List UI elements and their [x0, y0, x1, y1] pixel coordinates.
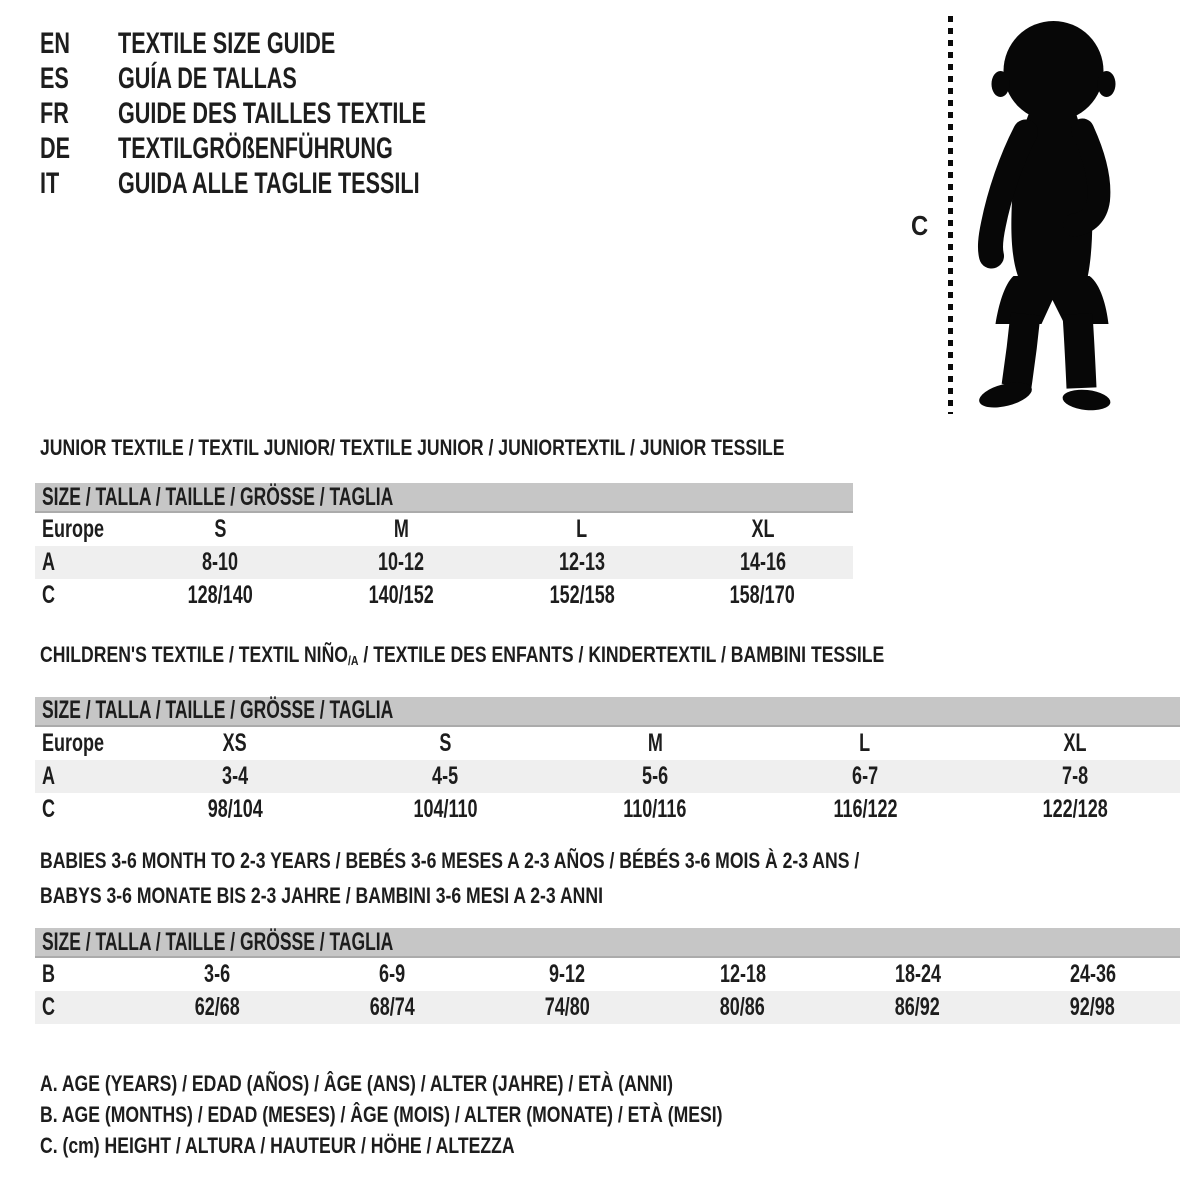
section-title-children: [40, 640, 1180, 675]
size-cell: [492, 515, 673, 544]
size-cell: [130, 993, 305, 1022]
size-value: M: [393, 515, 409, 543]
language-title-cell: [118, 132, 500, 166]
size-value: 158/170: [730, 581, 796, 609]
size-cell: [970, 795, 1180, 824]
legend-line: [40, 1068, 893, 1099]
row-label-cell: [35, 515, 130, 544]
section-title-text: [40, 843, 859, 913]
language-row: [40, 131, 546, 166]
size-value: 10-12: [378, 548, 425, 576]
legend-text: B. AGE (MONTHS) / EDAD (MESES) / ÂGE (MOIS) / ALTER (MONATE) / ETÀ (MESI): [40, 1102, 723, 1127]
size-cell: [550, 795, 760, 824]
language-title-cell: [118, 97, 546, 131]
legend-text: C. (cm) HEIGHT / ALTURA / HAUTEUR / HÖHE / ALTEZZA: [40, 1133, 515, 1158]
section-title-text: [40, 640, 884, 675]
language-list: [40, 26, 546, 201]
size-cell: [130, 729, 340, 758]
language-code-cell: [40, 62, 118, 96]
size-cell: [1005, 960, 1180, 989]
row-label-cell: [35, 729, 130, 758]
size-cell: [830, 993, 1005, 1022]
size-value: S: [214, 515, 227, 543]
size-cell: [340, 795, 550, 824]
size-value: 104/110: [412, 794, 478, 823]
row-label-cell: [35, 960, 130, 989]
size-value: 68/74: [369, 993, 416, 1021]
language-title: GUIDA ALLE TAGLIE TESSILI: [118, 166, 420, 200]
size-value: 128/140: [187, 581, 253, 609]
size-cell: [340, 762, 550, 791]
size-value: XL: [751, 515, 775, 543]
title-part: /A: [347, 652, 359, 668]
size-cell: [760, 795, 970, 824]
size-cell: [130, 515, 311, 544]
row-label: C: [42, 993, 56, 1021]
size-cell: [480, 993, 655, 1022]
size-value: 9-12: [549, 960, 586, 988]
size-header-text: SIZE / TALLA / TAILLE / GRÖSSE / TAGLIA: [42, 927, 394, 956]
title-part: BABIES 3-6 MONTH TO 2-3 YEARS / BEBÉS 3-6 MESES A 2-3 AÑOS / BÉBÉS 3-6 MOIS À 2-3 ANS /: [40, 848, 860, 873]
size-value: XS: [222, 728, 248, 757]
row-label: C: [42, 794, 56, 823]
size-table: [35, 958, 1180, 1024]
size-value: 7-8: [1061, 761, 1089, 790]
legend: [40, 1068, 893, 1161]
size-cell: [760, 729, 970, 758]
title-part: / TEXTILE DES ENFANTS / KINDERTEXTIL / BAMBINI TESSILE: [358, 642, 885, 667]
size-cell: [830, 960, 1005, 989]
size-value: 24-36: [1069, 960, 1116, 988]
size-table: [35, 727, 1180, 826]
row-label-cell: [35, 993, 130, 1022]
language-title: TEXTILGRÖßENFÜHRUNG: [118, 131, 393, 165]
language-row: [40, 166, 546, 201]
row-label: A: [42, 548, 56, 576]
section-children: [35, 640, 1180, 826]
size-value: 74/80: [544, 993, 591, 1021]
row-label: B: [42, 960, 56, 988]
size-header-bar: [35, 697, 1180, 727]
table-row: [35, 760, 1180, 793]
toddler-silhouette-icon: [963, 14, 1143, 419]
legend-line: [40, 1130, 893, 1161]
language-code: ES: [40, 61, 69, 95]
title-part: BABYS 3-6 MONATE BIS 2-3 JAHRE / BAMBINI 3-6 MESI A 2-3 ANNI: [40, 883, 603, 908]
size-value: 62/68: [194, 993, 241, 1021]
title-part: JUNIOR TEXTILE / TEXTIL JUNIOR/ TEXTILE JUNIOR / JUNIORTEXTIL / JUNIOR TESSILE: [40, 435, 785, 460]
table-row: [35, 579, 853, 612]
size-value: M: [647, 728, 663, 757]
section-junior: [35, 433, 853, 612]
language-title-cell: [118, 62, 366, 96]
size-value: 8-10: [202, 548, 239, 576]
size-header-bar: [35, 928, 1180, 958]
language-code: DE: [40, 131, 71, 165]
size-cell: [655, 960, 830, 989]
size-value: 80/86: [719, 993, 766, 1021]
size-cell: [340, 729, 550, 758]
language-code-cell: [40, 27, 118, 61]
size-value: 4-5: [431, 761, 459, 790]
size-header-text: SIZE / TALLA / TAILLE / GRÖSSE / TAGLIA: [42, 696, 394, 725]
row-label-cell: [35, 581, 130, 610]
size-header-bar: [35, 483, 853, 513]
language-row: [40, 26, 546, 61]
size-cell: [672, 581, 853, 610]
size-cell: [970, 762, 1180, 791]
language-title: GUÍA DE TALLAS: [118, 61, 297, 95]
size-value: 122/128: [1042, 794, 1108, 823]
size-header-text: SIZE / TALLA / TAILLE / GRÖSSE / TAGLIA: [42, 482, 394, 511]
height-measure-text: C: [911, 210, 929, 241]
size-cell: [672, 515, 853, 544]
table-row: [35, 727, 1180, 760]
language-code-cell: [40, 132, 118, 166]
size-cell: [311, 548, 492, 577]
legend-text: A. AGE (YEARS) / EDAD (AÑOS) / ÂGE (ANS) / ALTER (JAHRE) / ETÀ (ANNI): [40, 1071, 673, 1096]
size-cell: [130, 960, 305, 989]
section-babies: [35, 843, 1180, 1024]
row-label: Europe: [42, 515, 105, 543]
size-value: 5-6: [641, 761, 669, 790]
size-value: 110/116: [623, 794, 687, 823]
size-value: S: [438, 728, 452, 757]
language-code-cell: [40, 167, 118, 201]
height-measure-line: [948, 16, 953, 414]
size-cell: [130, 581, 311, 610]
size-cell: [492, 581, 673, 610]
row-label-cell: [35, 762, 130, 791]
size-value: 6-9: [379, 960, 406, 988]
size-cell: [130, 762, 340, 791]
size-cell: [970, 729, 1180, 758]
language-code: IT: [40, 166, 60, 200]
table-row: [35, 793, 1180, 826]
size-value: 12-13: [558, 548, 605, 576]
height-measure-label: [911, 210, 931, 242]
language-title-cell: [118, 27, 420, 61]
size-value: 98/104: [207, 794, 263, 823]
size-value: L: [859, 728, 871, 757]
row-label-cell: [35, 548, 130, 577]
section-title-babies: [40, 843, 1180, 913]
size-cell: [550, 762, 760, 791]
size-cell: [311, 515, 492, 544]
size-cell: [672, 548, 853, 577]
row-label: Europe: [42, 728, 105, 757]
row-label: C: [42, 581, 56, 609]
size-value: 116/122: [832, 794, 898, 823]
title-part: CHILDREN'S TEXTILE / TEXTIL NIÑO: [40, 642, 348, 667]
table-row: [35, 991, 1180, 1024]
language-title: TEXTILE SIZE GUIDE: [118, 26, 336, 60]
size-cell: [1005, 993, 1180, 1022]
size-value: 3-6: [204, 960, 231, 988]
language-code: FR: [40, 96, 69, 130]
size-cell: [760, 762, 970, 791]
size-value: L: [576, 515, 588, 543]
figure-height: [905, 14, 1165, 424]
size-value: 6-7: [851, 761, 879, 790]
section-title-junior: [40, 433, 853, 462]
size-table: [35, 513, 853, 612]
size-value: 152/158: [549, 581, 615, 609]
size-cell: [480, 960, 655, 989]
size-cell: [305, 993, 480, 1022]
size-cell: [130, 548, 311, 577]
row-label: A: [42, 761, 56, 790]
size-value: 140/152: [368, 581, 434, 609]
table-row: [35, 546, 853, 579]
table-row: [35, 958, 1180, 991]
size-value: 3-4: [221, 761, 249, 790]
size-value: 12-18: [719, 960, 766, 988]
size-value: 14-16: [739, 548, 786, 576]
size-cell: [550, 729, 760, 758]
size-value: 86/92: [894, 993, 941, 1021]
language-row: [40, 61, 546, 96]
language-title-cell: [118, 167, 537, 201]
size-cell: [655, 993, 830, 1022]
table-row: [35, 513, 853, 546]
legend-line: [40, 1099, 893, 1130]
size-cell: [305, 960, 480, 989]
size-cell: [311, 581, 492, 610]
section-title-text: [40, 433, 785, 462]
size-cell: [130, 795, 340, 824]
size-value: XL: [1063, 728, 1087, 757]
row-label-cell: [35, 795, 130, 824]
size-value: 18-24: [894, 960, 941, 988]
language-code: EN: [40, 26, 71, 60]
language-code-cell: [40, 97, 118, 131]
language-row: [40, 96, 546, 131]
size-value: 92/98: [1069, 993, 1116, 1021]
size-cell: [492, 548, 673, 577]
language-title: GUIDE DES TAILLES TEXTILE: [118, 96, 427, 130]
